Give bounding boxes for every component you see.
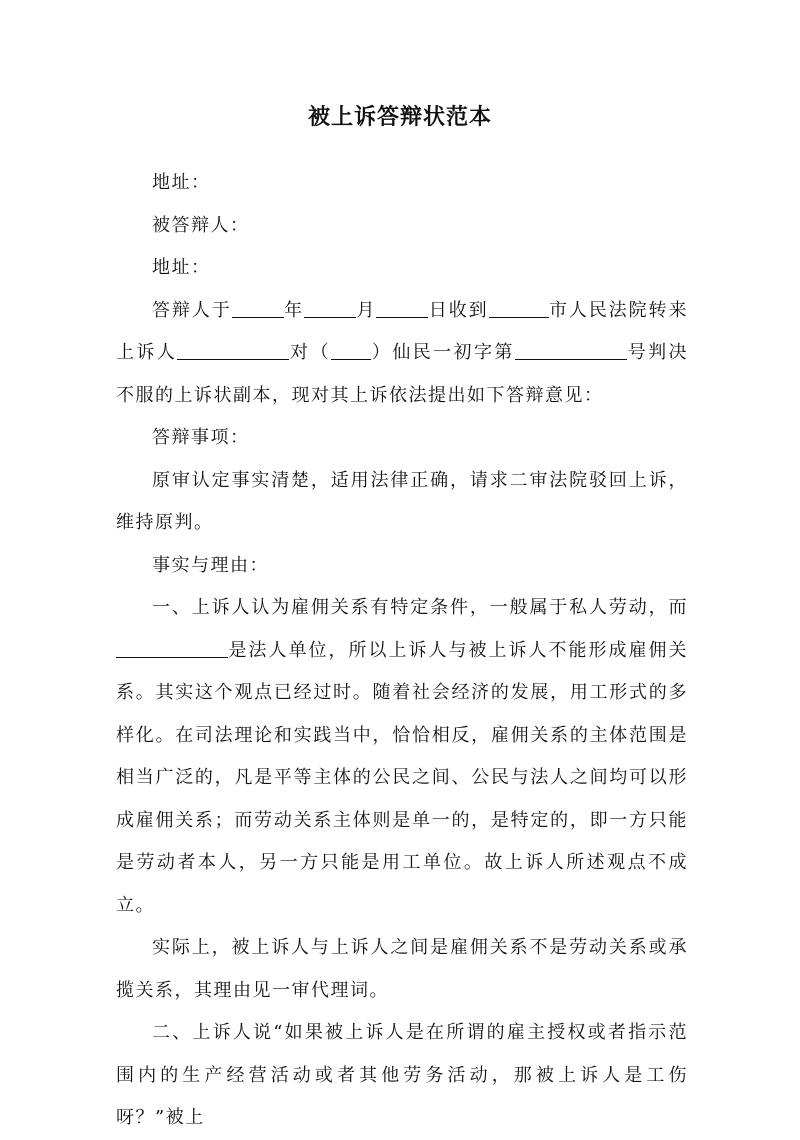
intro-text-8: 号判决不服的上诉状副本，现对其上诉依法提出如下答辩意见： <box>116 342 689 406</box>
document-body <box>116 162 688 1140</box>
employer-blank[interactable] <box>116 639 228 658</box>
point-1-supplement: 实际上，被上诉人与上诉人之间是雇佣关系不是劳动关系或承揽关系，其理由见一审代理词。 <box>116 937 688 1001</box>
intro-text-2: 年 <box>283 299 305 321</box>
respondent-line: 被答辩人： <box>152 214 250 236</box>
case-year-blank[interactable] <box>331 341 371 360</box>
appellant-blank[interactable] <box>177 341 289 360</box>
point-1-text-b: 是法人单位，所以上诉人与被上诉人不能形成雇佣关系。其实这个观点已经过时。随着社会经济的发展，用工形式的多样化。在司法理论和实践当中，恰恰相反，雇佣关系的主体范围是相当广泛的，凡是平等主体的公民之间、公民与法人之间均可以形成雇佣关系；而劳动关系主体则是单一的，是特定的，即一方只能是劳动者本人，另一方只能是用工单位。故上诉人所述观点不成立。 <box>116 639 688 916</box>
intro-text-7: ）仙民一初字第 <box>371 342 515 363</box>
point-1-paragraph <box>116 587 688 927</box>
intro-paragraph <box>116 290 688 418</box>
intro-text-3: 月 <box>356 299 377 321</box>
intro-text-6: 对（ <box>289 342 331 363</box>
address-line-2: 地址： <box>152 257 211 278</box>
city-blank[interactable] <box>489 299 549 318</box>
items-heading: 答辩事项： <box>152 427 250 448</box>
intro-text-4: 日收到 <box>428 299 489 321</box>
items-paragraph: 原审认定事实清楚，适用法律正确，请求二审法院驳回上诉，维持原判。 <box>116 469 688 533</box>
day-blank[interactable] <box>376 299 428 318</box>
address-line-1: 地址： <box>152 172 211 193</box>
intro-text-5: 市人民法院转来上诉人 <box>116 299 689 363</box>
point-1-text-a: 一、上诉人认为雇佣关系有特定条件，一般属于私人劳动，而 <box>152 597 688 618</box>
case-number-blank[interactable] <box>515 341 627 360</box>
document-title: 被上诉答辩状范本 <box>307 105 492 130</box>
reasons-heading: 事实与理由： <box>152 554 269 576</box>
year-blank[interactable] <box>232 299 284 318</box>
month-blank[interactable] <box>304 299 356 318</box>
point-2-paragraph: 二、上诉人说“如果被上诉人是在所谓的雇主授权或者指示范围内的生产经营活动或者其他劳务活动，那被上诉人是工伤呀？”被上 <box>116 1022 688 1128</box>
intro-text-1: 答辩人于 <box>152 299 232 321</box>
